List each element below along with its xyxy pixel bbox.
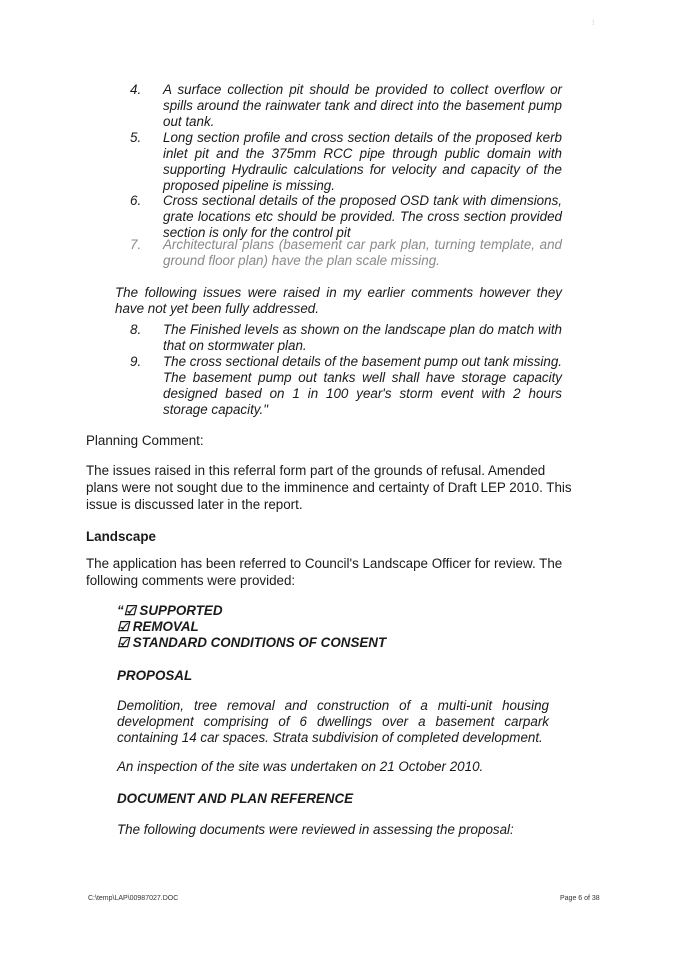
landscape-text: The application has been referred to Council's Landscape Officer for review. The following comments were provided: bbox=[86, 556, 563, 588]
document-reference-heading: DOCUMENT AND PLAN REFERENCE bbox=[117, 791, 354, 806]
planning-comment-label: Planning Comment: bbox=[86, 433, 204, 448]
list-text: Long section profile and cross section details of the proposed kerb inlet pit and the 375mm RCC pipe through public domain with supporting Hydraulic calculations for velocity and capacity of the proposed pipeline is missing. bbox=[163, 130, 562, 193]
list-number: 7. bbox=[130, 237, 142, 252]
list-text: Architectural plans (basement car park plan, turning template, and ground floor plan) have the plan scale missing. bbox=[163, 237, 562, 268]
list-item-5 bbox=[130, 130, 562, 194]
list-text: A surface collection pit should be provided to collect overflow or spills around the rainwater tank and direct into the basement pump out tank. bbox=[163, 82, 562, 129]
planning-comment-text: The issues raised in this referral form part of the grounds of refusal. Amended plans were not sought due to the imminence and certainty of Draft LEP 2010. This issue is discussed later in the report. bbox=[86, 463, 572, 512]
document-reference-text: The following documents were reviewed in assessing the proposal: bbox=[117, 822, 514, 837]
list-number: 9. bbox=[130, 354, 142, 369]
list-item-9 bbox=[130, 354, 562, 418]
list-item-8 bbox=[130, 322, 562, 354]
list-number: 8. bbox=[130, 322, 142, 337]
inspection-text: An inspection of the site was undertaken on 21 October 2010. bbox=[117, 759, 484, 774]
proposal-heading: PROPOSAL bbox=[117, 668, 193, 683]
landscape-heading: Landscape bbox=[86, 529, 156, 544]
check-supported: “☑ SUPPORTED bbox=[117, 603, 223, 618]
list-item-4 bbox=[130, 82, 562, 130]
footer-page-number: Page 6 of 38 bbox=[560, 895, 600, 902]
scan-mark: ⁝ bbox=[592, 18, 595, 27]
footer-file-path: C:\temp\LAP\00987027.DOC bbox=[88, 895, 179, 902]
check-standard-conditions: ☑ STANDARD CONDITIONS OF CONSENT bbox=[117, 635, 387, 650]
list-number: 4. bbox=[130, 82, 142, 97]
list-item-7 bbox=[130, 237, 562, 269]
list-text: The Finished levels as shown on the landscape plan do match with that on stormwater plan. bbox=[163, 322, 562, 353]
intro-following-text: The following issues were raised in my earlier comments however they have not yet been fully addressed. bbox=[115, 285, 562, 316]
list-text: The cross sectional details of the basement pump out tank missing. The basement pump out tanks well shall have storage capacity designed based on 1 in 100 year's storm event with 2 hours storage capacity." bbox=[163, 354, 562, 417]
check-removal: ☑ REMOVAL bbox=[117, 619, 199, 634]
list-number: 6. bbox=[130, 193, 142, 208]
list-item-6 bbox=[130, 193, 562, 241]
list-number: 5. bbox=[130, 130, 142, 145]
list-text: Cross sectional details of the proposed OSD tank with dimensions, grate locations etc should be provided. The cross section provided section is only for the control pit bbox=[163, 193, 562, 240]
proposal-text: Demolition, tree removal and construction of a multi-unit housing development comprising of 6 dwellings over a basement carpark containing 14 car spaces. Strata subdivision of completed development. bbox=[117, 698, 549, 745]
